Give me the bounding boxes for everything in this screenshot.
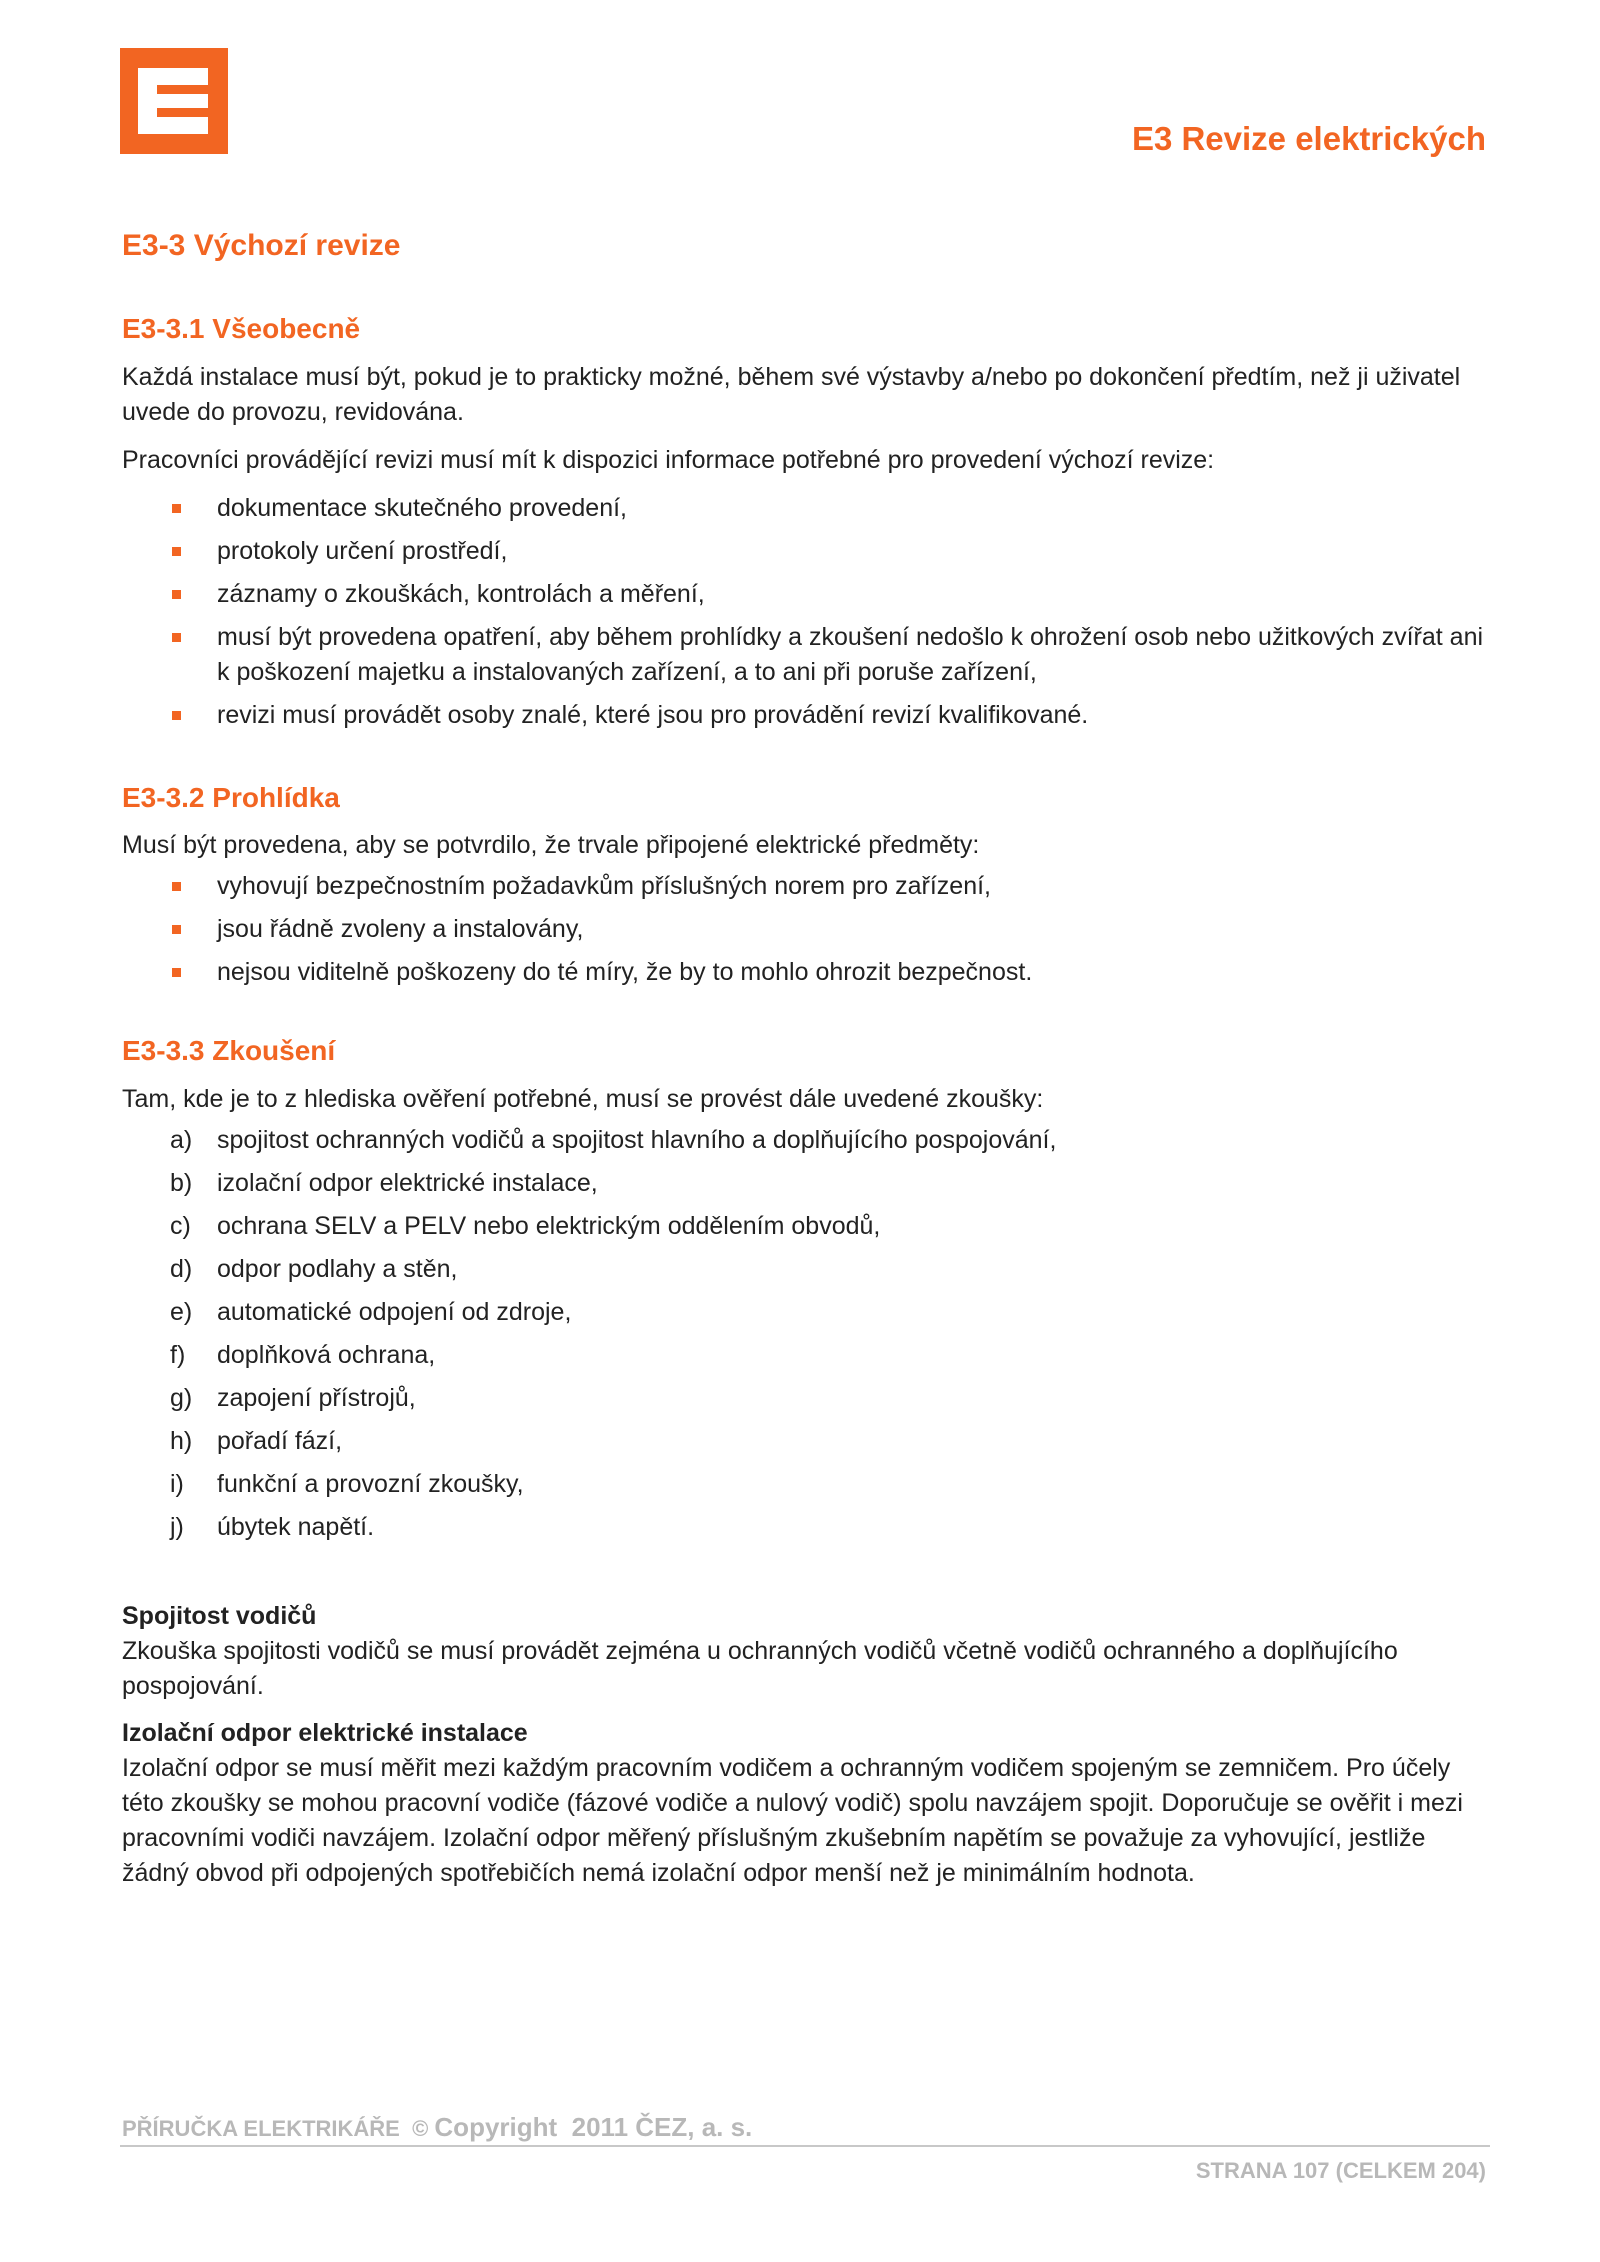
bullet-list	[122, 869, 1486, 990]
list-item: c) ochrana SELV a PELV nebo elektrickým oddělením obvodů,	[170, 1211, 881, 1240]
paragraph: Každá instalace musí být, pokud je to prakticky možné, během své výstavby a/nebo po dokončení předtím, než ji uživatel uvede do provozu, revidována.	[122, 362, 1461, 426]
paragraph: Pracovníci provádějící revizi musí mít k dispozici informace potřebné pro provedení výchozí revize:	[122, 445, 1215, 474]
page-content	[122, 228, 1486, 1903]
bullet-list	[122, 491, 1486, 733]
list-item: d) odpor podlahy a stěn,	[170, 1254, 458, 1283]
bullet-icon	[172, 925, 181, 934]
insulation-heading: Izolační odpor elektrické instalace	[122, 1718, 528, 1747]
subsection-title-general: E3-3.1 Všeobecně	[122, 313, 361, 344]
insulation-text: Izolační odpor se musí měřit mezi každým pracovním vodičem a ochranným vodičem spojeným se zemničem. Pro účely této zkoušky se mohou pracovní vodiče (fázové vodiče a nulový vodič) spolu navzájem spojit. Doporučuje se ověřit i mezi pracovními vodiči navzájem. Izolační odpor měřený příslušným zkušebním napětím se považuje za vyhovující, jestliže žádný obvod při odpojených spotřebičích nemá izolační odpor menší než je minimálním hodnota.	[122, 1753, 1463, 1887]
list-item: revizi musí provádět osoby znalé, které jsou pro provádění revizí kvalifikované.	[122, 698, 1486, 733]
list-item: nejsou viditelně poškozeny do té míry, že by to mohlo ohrozit bezpečnost.	[122, 955, 1486, 990]
cez-logo	[120, 48, 228, 154]
continuity-heading: Spojitost vodičů	[122, 1601, 317, 1630]
list-item: e) automatické odpojení od zdroje,	[170, 1297, 572, 1326]
bullet-icon	[172, 547, 181, 556]
list-item: záznamy o zkouškách, kontrolách a měření,	[122, 577, 1486, 612]
bullet-icon	[172, 590, 181, 599]
document-header: E3 Revize elektrických	[1131, 120, 1486, 157]
paragraph: Tam, kde je to z hlediska ověření potřebné, musí se provést dále uvedené zkoušky:	[122, 1084, 1044, 1113]
list-item: protokoly určení prostředí,	[122, 534, 1486, 569]
list-item: f) doplňková ochrana,	[170, 1340, 436, 1369]
continuity-text: Zkouška spojitosti vodičů se musí provádět zejména u ochranných vodičů včetně vodičů ochranného a doplňujícího pospojování.	[122, 1636, 1398, 1700]
bullet-icon	[172, 711, 181, 720]
list-item: i) funkční a provozní zkoušky,	[170, 1469, 524, 1498]
list-item: a) spojitost ochranných vodičů a spojitost hlavního a doplňujícího pospojování,	[170, 1125, 1057, 1154]
section-title: E3-3 Výchozí revize	[122, 229, 401, 262]
list-item: dokumentace skutečného provedení,	[122, 491, 1486, 526]
list-item: g) zapojení přístrojů,	[170, 1383, 416, 1412]
list-item: b) izolační odpor elektrické instalace,	[170, 1168, 598, 1197]
list-item: jsou řádně zvoleny a instalovány,	[122, 912, 1486, 947]
bullet-icon	[172, 968, 181, 977]
list-item: vyhovují bezpečnostním požadavkům příslušných norem pro zařízení,	[122, 869, 1486, 904]
bullet-icon	[172, 504, 181, 513]
bullet-icon	[172, 882, 181, 891]
footer-divider	[120, 2145, 1490, 2147]
footer-copyright: PŘÍRUČKA ELEKTRIKÁŘE © Copyright 2011 ČEZ, a. s.	[122, 2112, 753, 2142]
paragraph: Musí být provedena, aby se potvrdilo, že trvale připojené elektrické předměty:	[122, 831, 980, 860]
list-item: h) pořadí fází,	[170, 1426, 343, 1455]
lettered-list	[122, 1123, 1486, 1545]
list-item: j) úbytek napětí.	[170, 1512, 375, 1541]
bullet-icon	[172, 633, 181, 642]
subsection-title-testing: E3-3.3 Zkoušení	[122, 1035, 336, 1067]
subsection-title-inspection: E3-3.2 Prohlídka	[122, 781, 340, 813]
list-item: musí být provedena opatření, aby během prohlídky a zkoušení nedošlo k ohrožení osob nebo užitkových zvířat ani k poškození majetku a instalovaných zařízení, a to ani při poruše zařízení,	[122, 620, 1486, 690]
page-number: STRANA 107 (CELKEM 204)	[1195, 2158, 1486, 2183]
